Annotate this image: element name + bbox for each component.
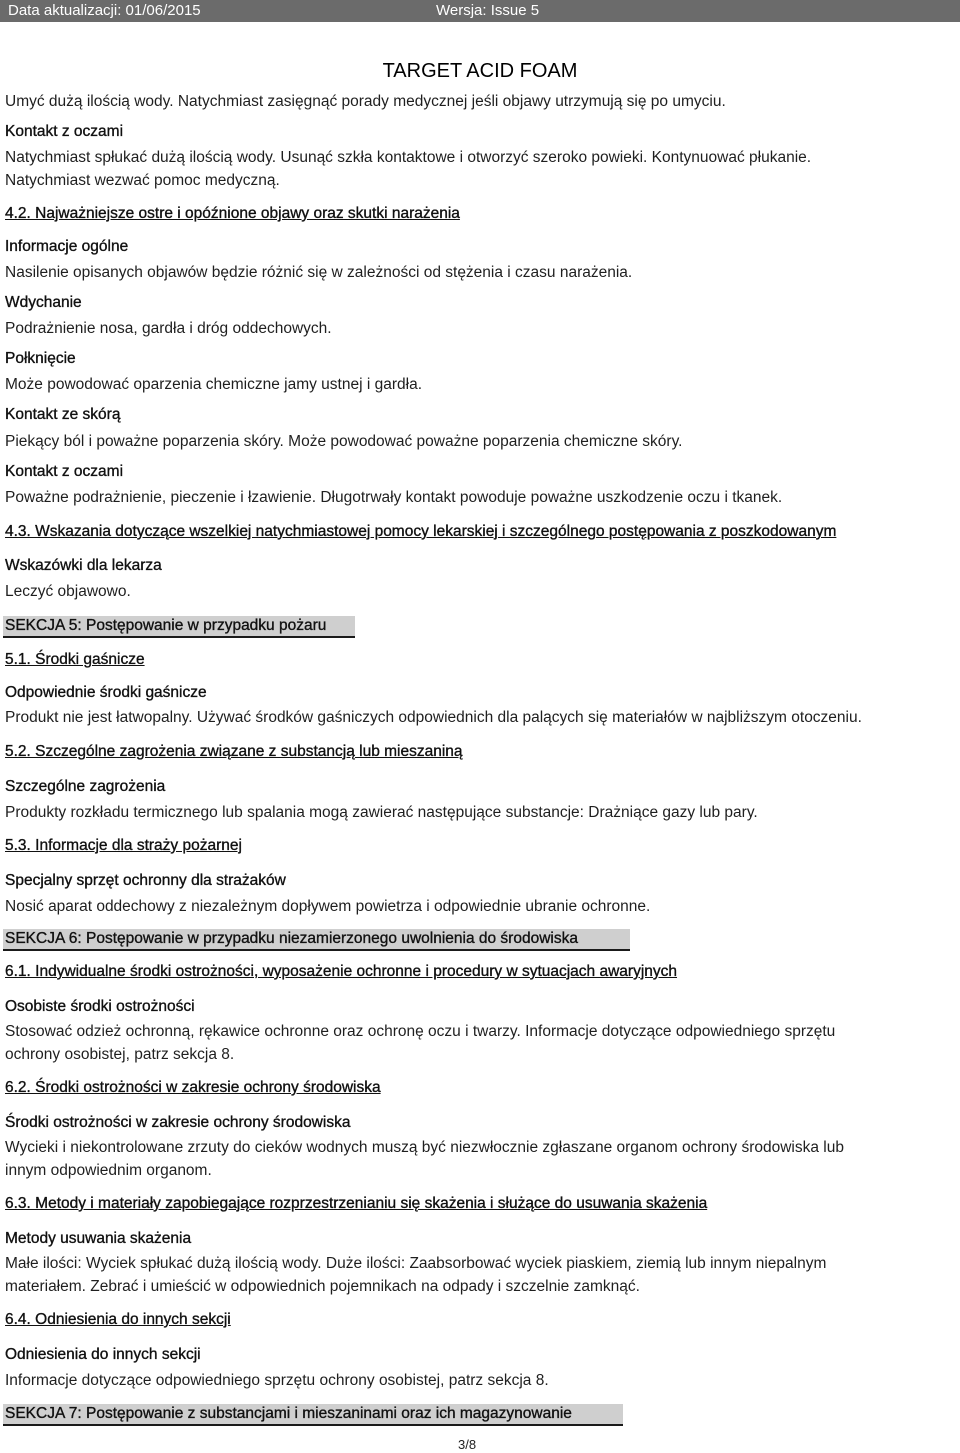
subheading: Wskazówki dla lekarza [5,557,162,574]
section-title: SEKCJA 7: Postępowanie z substancjami i mieszaninami oraz ich magazynowanie [5,1405,572,1422]
revision-date: Data aktualizacji: 01/06/2015 [8,2,201,19]
paragraph-text: Małe ilości: Wyciek spłukać dużą ilością wody. Duże ilości: Zaabsorbować wyciek piaskiem, ziemią lub innym niepalnym [5,1255,827,1272]
paragraph-text: Natychmiast spłukać dużą ilością wody. Usunąć szkła kontaktowe i otworzyć szeroko powieki. Kontynuować płukanie. [5,149,812,166]
paragraph-text: Produkty rozkładu termicznego lub spalania mogą zawierać następujące substancje: Drażniące gazy lub pary. [5,804,758,821]
section-title: SEKCJA 5: Postępowanie w przypadku pożaru [5,617,327,634]
subheading: Środki ostrożności w zakresie ochrony środowiska [5,1114,351,1131]
section-header-bar [3,1404,623,1426]
paragraph-text: innym odpowiednim organom. [5,1162,212,1179]
subheading: Kontakt z oczami [5,463,124,480]
paragraph-text: Leczyć objawowo. [5,583,131,600]
subheading: Metody usuwania skażenia [5,1230,192,1247]
paragraph-text: Umyć dużą ilością wody. Natychmiast zasięgnąć porady medycznej jeśli objawy utrzymują się po umyciu. [5,93,726,110]
subsection-heading: 6.1. Indywidualne środki ostrożności, wyposażenie ochronne i procedury w sytuacjach awaryjnych [5,963,678,980]
paragraph-text: ochrony osobistej, patrz sekcja 8. [5,1046,235,1063]
subsection-heading: 5.1. Środki gaśnicze [5,651,145,668]
subheading: Odpowiednie środki gaśnicze [5,684,207,701]
subheading: Osobiste środki ostrożności [5,998,195,1015]
subsection-heading: 5.2. Szczególne zagrożenia związane z substancją lub mieszaniną [5,743,463,760]
section-header-bar [3,616,355,638]
subheading: Odniesienia do innych sekcji [5,1346,201,1363]
paragraph-text: Natychmiast wezwać pomoc medyczną. [5,172,280,189]
subheading: Specjalny sprzęt ochronny dla strażaków [5,872,286,889]
page-number: 3/8 [458,1437,477,1452]
paragraph-text: Produkt nie jest łatwopalny. Używać środków gaśniczych odpowiednich dla palących się materiałów w najbliższym otoczeniu. [5,709,862,726]
paragraph-text: Nasilenie opisanych objawów będzie różnić się w zależności od stężenia i czasu narażenia. [5,264,633,281]
subsection-heading: 4.2. Najważniejsze ostre i opóźnione objawy oraz skutki narażenia [5,205,460,222]
paragraph-text: Podrażnienie nosa, gardła i dróg oddechowych. [5,320,332,337]
subsection-heading: 6.4. Odniesienia do innych sekcji [5,1311,231,1328]
version-label: Wersja: Issue 5 [436,2,540,19]
subsection-heading: 6.3. Metody i materiały zapobiegające rozprzestrzenianiu się skażenia i służące do usuwania skażenia [5,1195,708,1212]
paragraph-text: materiałem. Zebrać i umieścić w odpowiednich pojemnikach na odpady i szczelnie zamknąć. [5,1278,640,1295]
paragraph-text: Może powodować oparzenia chemiczne jamy ustnej i gardła. [5,376,422,393]
subheading: Wdychanie [5,294,82,311]
page-header-bar [0,0,960,22]
paragraph-text: Informacje dotyczące odpowiedniego sprzętu ochrony osobistej, patrz sekcja 8. [5,1372,549,1389]
paragraph-text: Poważne podrażnienie, pieczenie i łzawienie. Długotrwały kontakt powoduje poważne uszkodzenie oczu i tkanek. [5,489,783,506]
subheading: Połknięcie [5,350,76,367]
subsection-heading: 6.2. Środki ostrożności w zakresie ochrony środowiska [5,1079,381,1096]
paragraph-text: Stosować odzież ochronną, rękawice ochronne oraz ochronę oczu i twarzy. Informacje dotyczące odpowiedniego sprzętu [5,1023,836,1040]
subheading: Kontakt z oczami [5,123,124,140]
paragraph-text: Wycieki i niekontrolowane zrzuty do cieków wodnych muszą być niezwłocznie zgłaszane organom ochrony środowiska lub [5,1139,844,1156]
subheading: Kontakt ze skórą [5,406,121,423]
subsection-heading: 4.3. Wskazania dotyczące wszelkiej natychmiastowej pomocy lekarskiej i szczególnego postępowania z poszkodowanym [5,523,837,540]
subheading: Informacje ogólne [5,238,129,255]
subheading: Szczególne zagrożenia [5,778,166,795]
subsection-heading: 5.3. Informacje dla straży pożarnej [5,837,242,854]
section-title: SEKCJA 6: Postępowanie w przypadku niezamierzonego uwolnienia do środowiska [5,930,578,947]
document-title: TARGET ACID FOAM [382,60,578,82]
section-header-bar [3,929,630,951]
paragraph-text: Piekący ból i poważne poparzenia skóry. Może powodować poważne poparzenia chemiczne skóry. [5,433,683,450]
paragraph-text: Nosić aparat oddechowy z niezależnym dopływem powietrza i odpowiednie ubranie ochronne. [5,898,651,915]
